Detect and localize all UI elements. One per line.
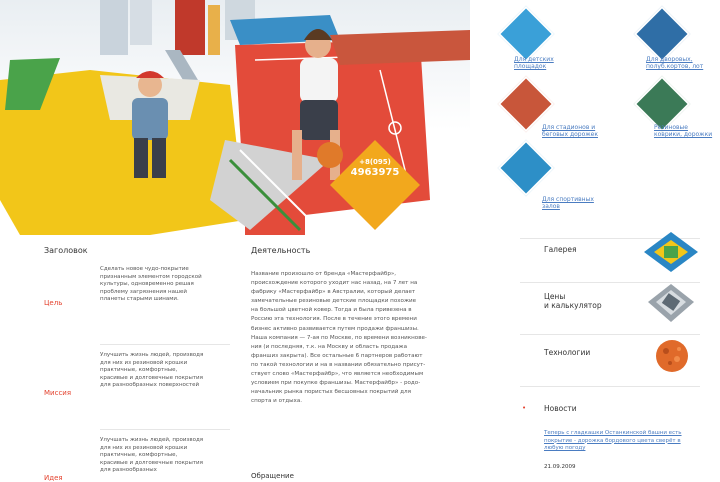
hero-illustration: [0, 0, 720, 235]
activity-column: [251, 242, 511, 480]
mission-label: Миссия: [44, 389, 72, 397]
left-title: Заголовок: [44, 246, 88, 255]
divider: [100, 344, 230, 345]
menu-prices-calculator[interactable]: Цены и калькулятор: [544, 292, 602, 310]
goal-label: Цель: [44, 299, 63, 307]
divider: [100, 429, 230, 430]
news-bullet-icon: •: [522, 404, 527, 412]
news-title: Новости: [544, 404, 577, 413]
calculator-icon: [646, 282, 696, 326]
category-label-halls[interactable]: Для спортивных залов: [542, 196, 594, 210]
news-date: 21.09.2009: [544, 464, 576, 470]
right-sidebar: [520, 230, 720, 480]
mission-text: Улучшить жизнь людей, производя для них из резиновой крошки практичные, комфортные, красивые и долговечные покрытия для разнообразных поверхностей: [100, 352, 204, 388]
rubber-crumb-icon: [648, 334, 696, 378]
goal-text: Сделать новое чудо-покрытие признанным элементом городской культуры, одновременно решая проблему загрязнения нашей планеты старыми шинами.: [100, 266, 202, 302]
category-label-courts[interactable]: Для дворовых, полуб.кортов, лот: [646, 56, 704, 70]
phone-badge[interactable]: [344, 158, 406, 186]
activity-text: Название произошло от бренда «Мастерфайбр», происхождение которого уходит нас назад, на 7 лет на фабрику «Мастерфайбр» в Австралии, который делает замечательные резиновые детские площадки похожие на большой цветной ковер. Тогда и была привезена в Россию эта технология. После в течение этого времени бизнес активно развивается путем продажи франшизы. Наша компания — 7-ая по Москве, по времени возникнове- ния (и последняя, т.к. на Москву и область продажа франшиз закрыта). Все остальные 6 партнеров работают по такой технологии и на в названии обязательно присут- ствует слово «Мастерфайбр», что является необходимым условием при покупке франшизы. Мастерфайбр» - родо- начальник рынка пористых бесшовных покрытий для спорта и отдыха.: [251, 271, 427, 405]
menu-technologies[interactable]: Технологии: [544, 348, 591, 357]
hero-banner: [0, 0, 720, 235]
category-label-mats[interactable]: Резиновые коврики, дорожки: [654, 124, 713, 138]
address-subtitle: Обращение: [251, 472, 294, 480]
menu-gallery[interactable]: Галерея: [544, 245, 577, 254]
idea-text: Улучшать жизнь людей, производя для них из резиновой крошки практичные, комфортные, красивые и долговечные покрытия для разнообразных: [100, 437, 204, 473]
left-column: [44, 242, 244, 480]
news-link[interactable]: Теперь с гладкашки Останкинской башни есть покрытие - дорожка бордового цвета сверёт в любую погоду: [544, 430, 682, 451]
category-label-kids[interactable]: Для детских площадок: [514, 56, 554, 70]
phone-prefix: +8(095): [359, 158, 391, 166]
idea-label: Идея: [44, 474, 63, 482]
divider: [520, 386, 700, 387]
gallery-thumbnail-icon: [642, 230, 700, 274]
activity-title: Деятельность: [251, 246, 311, 255]
category-label-stadiums[interactable]: Для стадионов и беговых дорожек: [542, 124, 598, 138]
phone-number: 4963975: [350, 167, 400, 178]
